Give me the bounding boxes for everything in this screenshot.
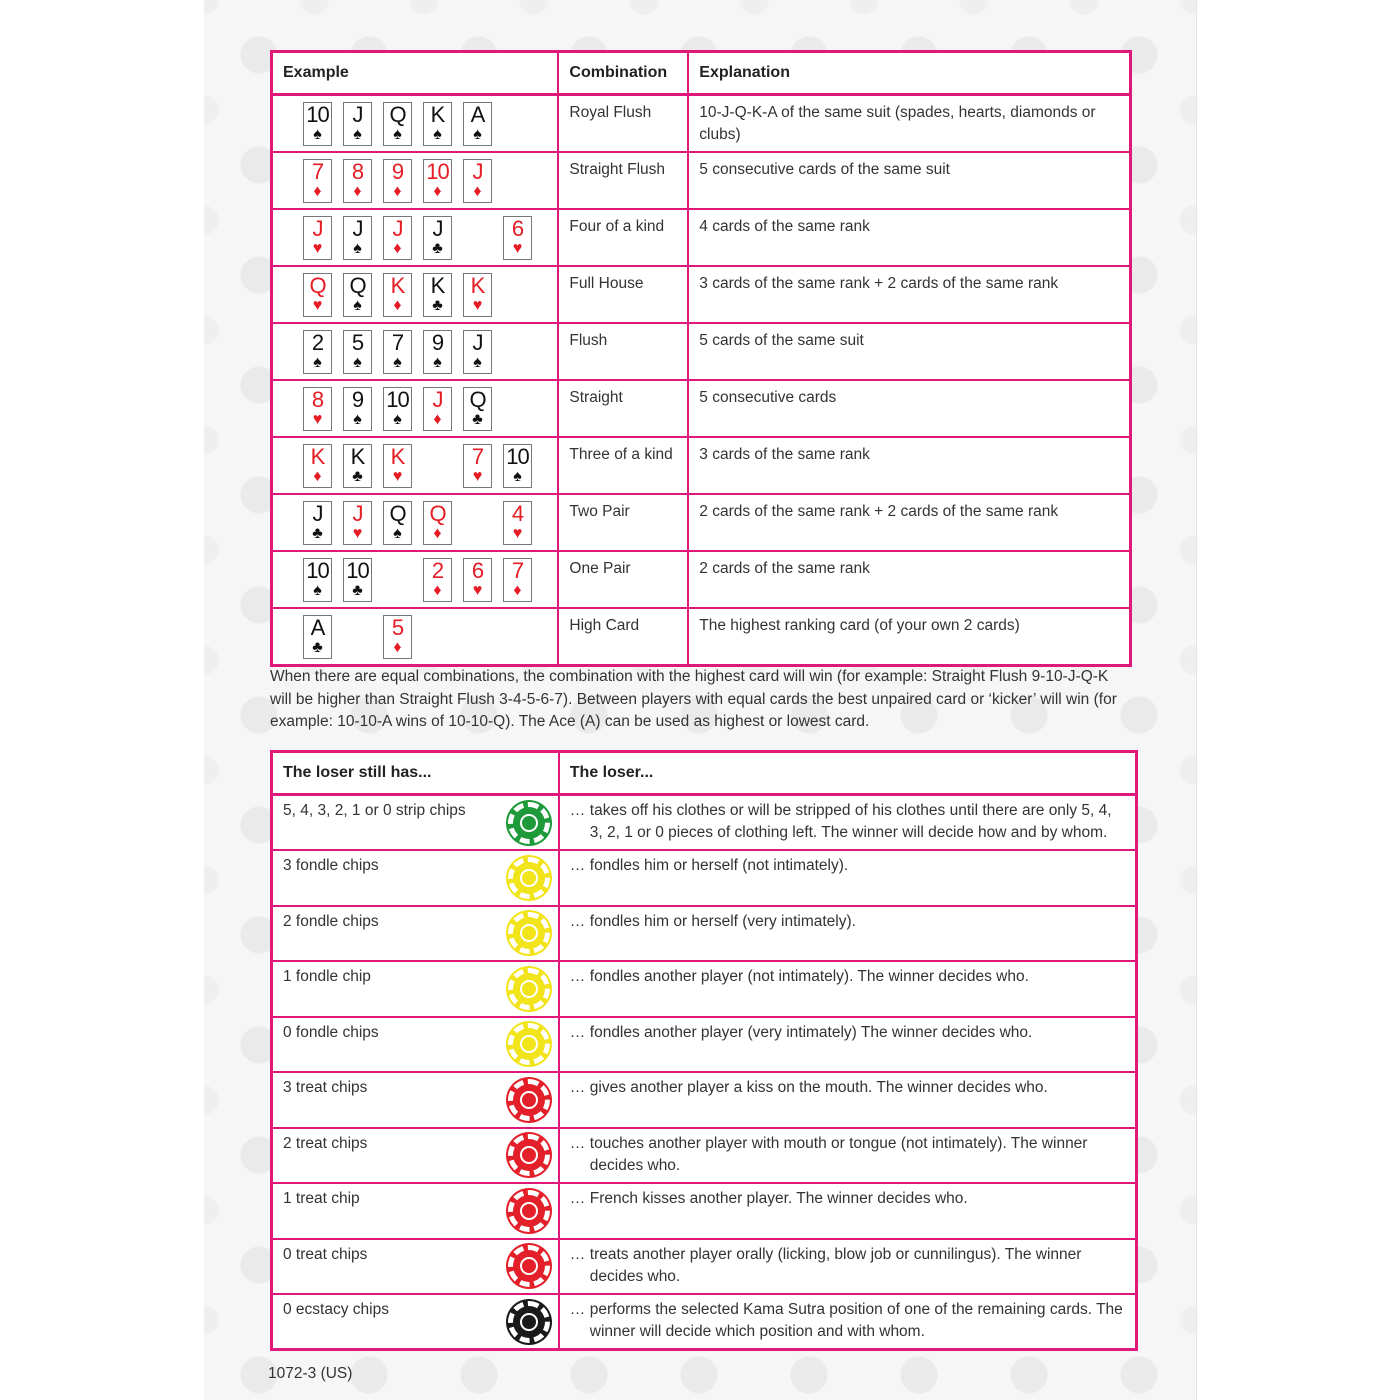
card-suit-icon: ♥ xyxy=(472,468,483,485)
card-rank: J xyxy=(432,387,443,412)
hand-row xyxy=(272,551,1131,608)
ellipsis: … xyxy=(569,1134,586,1152)
card-suit-icon: ♦ xyxy=(393,639,402,656)
playing-card xyxy=(383,102,412,146)
card-group xyxy=(273,438,557,493)
card-suit-icon: ♥ xyxy=(312,240,323,257)
yellow-chip-icon xyxy=(508,968,550,1010)
card-rank: 8 xyxy=(351,159,364,184)
card-suit-icon: ♠ xyxy=(353,411,362,428)
hand-example-cell xyxy=(272,494,559,551)
ellipsis: … xyxy=(569,802,586,819)
card-suit-icon: ♦ xyxy=(313,183,322,200)
hand-explanation: 5 cards of the same suit xyxy=(688,323,1130,380)
card-rank: K xyxy=(430,102,445,127)
poker-hands-table xyxy=(270,50,1132,667)
hand-row xyxy=(272,323,1131,380)
ellipsis: … xyxy=(569,857,586,874)
chip-count-label: 1 fondle chip xyxy=(283,968,371,985)
card-suit-icon: ♦ xyxy=(393,240,402,257)
card-rank: 10 xyxy=(346,558,369,583)
playing-card xyxy=(383,330,412,374)
card-group xyxy=(273,381,557,436)
loser-chips-table xyxy=(270,750,1138,1351)
hand-example-cell xyxy=(272,209,559,266)
playing-card xyxy=(303,615,332,659)
card-group xyxy=(273,609,557,664)
chip-row xyxy=(272,961,1137,1017)
loser-action-cell xyxy=(559,1017,1137,1073)
card-rank: 5 xyxy=(351,330,364,355)
card-suit-icon: ♠ xyxy=(313,354,322,371)
card-suit-icon: ♦ xyxy=(473,183,482,200)
card-suit-icon: ♠ xyxy=(353,126,362,143)
card-group xyxy=(273,153,557,208)
hand-combination: Straight Flush xyxy=(558,152,688,209)
playing-card xyxy=(383,387,412,431)
card-rank: 6 xyxy=(471,558,484,583)
card-suit-icon: ♣ xyxy=(472,411,483,428)
loser-action-cell xyxy=(559,795,1137,851)
card-rank: Q xyxy=(349,273,366,298)
hand-explanation: 2 cards of the same rank + 2 cards of the same rank xyxy=(688,494,1130,551)
hand-explanation: 3 cards of the same rank xyxy=(688,437,1130,494)
card-suit-icon: ♦ xyxy=(433,411,442,428)
loser-has-cell xyxy=(272,1183,559,1239)
red-chip-icon xyxy=(508,1079,550,1121)
loser-has-cell xyxy=(272,1294,559,1350)
loser-action-text: fondles him or herself (not intimately). xyxy=(589,857,849,874)
playing-card xyxy=(343,330,372,374)
card-suit-icon: ♦ xyxy=(393,183,402,200)
playing-card xyxy=(423,273,452,317)
playing-card xyxy=(303,330,332,374)
card-rank: 5 xyxy=(391,615,404,640)
loser-action-text: fondles another player (very intimately) The winner decides who. xyxy=(589,1023,1033,1041)
hand-explanation: 5 consecutive cards of the same suit xyxy=(688,152,1130,209)
hand-combination: One Pair xyxy=(558,551,688,608)
chip-row xyxy=(272,795,1137,851)
hand-example-cell xyxy=(272,152,559,209)
card-suit-icon: ♠ xyxy=(393,411,402,428)
loser-action-text: takes off his clothes or will be stripped of his clothes until there are only 5, 4, 3, 2, 1 or 0 pieces of clothing left. The winner will decide how and by whom. xyxy=(589,802,1112,841)
loser-has-cell xyxy=(272,1072,559,1128)
playing-card xyxy=(303,501,332,545)
ellipsis: … xyxy=(569,968,586,985)
loser-action-cell xyxy=(559,1128,1137,1184)
hand-row xyxy=(272,608,1131,666)
chip-count-label: 3 treat chips xyxy=(283,1079,368,1096)
card-rank: K xyxy=(470,273,485,298)
card-suit-icon: ♣ xyxy=(352,468,363,485)
card-rank: 2 xyxy=(431,558,444,583)
ellipsis: … xyxy=(569,1023,586,1041)
red-chip-icon xyxy=(508,1245,550,1287)
card-suit-icon: ♠ xyxy=(473,126,482,143)
hand-example-cell xyxy=(272,323,559,380)
hand-combination: High Card xyxy=(558,608,688,666)
loser-action-cell xyxy=(559,1294,1137,1350)
chip-row xyxy=(272,1294,1137,1350)
header-explanation: Explanation xyxy=(688,52,1130,95)
playing-card xyxy=(303,159,332,203)
card-suit-icon: ♥ xyxy=(512,525,523,542)
header-example: Example xyxy=(272,52,559,95)
card-suit-icon: ♦ xyxy=(353,183,362,200)
chip-row xyxy=(272,1239,1137,1295)
card-rank: K xyxy=(390,273,405,298)
tie-break-note: When there are equal combinations, the combination with the highest card will win (for example: Straight Flush 9-10-J-Q-K will be higher than Straight Flush 3-4-5-6-7). Between players with equal cards the best unpaired card or ‘kicker’ will win (for example: 10-10-A wins of 10-10-Q). The Ace (A) can be used as highest or lowest card. xyxy=(270,668,1117,730)
playing-card xyxy=(423,387,452,431)
playing-card xyxy=(383,216,412,260)
playing-card xyxy=(463,273,492,317)
card-rank: 4 xyxy=(511,501,524,526)
card-group xyxy=(273,96,557,151)
card-group xyxy=(273,552,557,607)
loser-has-cell xyxy=(272,906,559,962)
loser-action-text: gives another player a kiss on the mouth. The winner decides who. xyxy=(589,1079,1048,1096)
card-rank: A xyxy=(310,615,325,640)
playing-card xyxy=(423,102,452,146)
card-suit-icon: ♥ xyxy=(312,411,323,428)
card-rank: Q xyxy=(469,387,486,412)
playing-card xyxy=(383,501,412,545)
playing-card xyxy=(343,558,372,602)
card-rank: 10 xyxy=(306,102,329,127)
card-rank: J xyxy=(312,501,323,526)
playing-card xyxy=(343,501,372,545)
card-rank: Q xyxy=(429,501,446,526)
card-rank: 7 xyxy=(511,558,524,583)
card-rank: 9 xyxy=(391,159,404,184)
green-chip-icon xyxy=(508,802,550,844)
loser-has-cell xyxy=(272,1017,559,1073)
loser-has-cell xyxy=(272,1128,559,1184)
card-group xyxy=(273,324,557,379)
playing-card xyxy=(423,558,452,602)
chip-count-label: 2 fondle chips xyxy=(283,912,379,930)
chip-count-label: 0 fondle chips xyxy=(283,1023,379,1041)
playing-card xyxy=(303,558,332,602)
loser-action-text: performs the selected Kama Sutra position of one of the remaining cards. The winner will decide which position and with whom. xyxy=(589,1301,1123,1340)
card-suit-icon: ♥ xyxy=(352,525,363,542)
loser-action-cell xyxy=(559,906,1137,962)
hand-row xyxy=(272,380,1131,437)
product-code: 1072-3 (US) xyxy=(268,1365,353,1382)
card-suit-icon: ♥ xyxy=(472,297,483,314)
playing-card xyxy=(303,444,332,488)
loser-action-cell xyxy=(559,961,1137,1017)
playing-card xyxy=(303,216,332,260)
card-suit-icon: ♠ xyxy=(353,240,362,257)
hand-combination: Royal Flush xyxy=(558,95,688,153)
playing-card xyxy=(503,558,532,602)
hand-example-cell xyxy=(272,608,559,666)
card-rank: Q xyxy=(389,102,406,127)
card-rank: J xyxy=(432,216,443,241)
loser-has-cell xyxy=(272,850,559,906)
playing-card xyxy=(423,159,452,203)
yellow-chip-icon xyxy=(508,1023,550,1065)
playing-card xyxy=(383,159,412,203)
card-group xyxy=(273,210,557,265)
card-group xyxy=(273,495,557,550)
hands-header-row xyxy=(272,52,1131,95)
hand-row xyxy=(272,95,1131,153)
card-rank: J xyxy=(392,216,403,241)
playing-card xyxy=(303,273,332,317)
card-rank: Q xyxy=(309,273,326,298)
chip-row xyxy=(272,1072,1137,1128)
chip-row xyxy=(272,906,1137,962)
playing-card xyxy=(503,501,532,545)
hand-example-cell xyxy=(272,437,559,494)
card-suit-icon: ♣ xyxy=(352,582,363,599)
playing-card xyxy=(343,102,372,146)
hand-explanation: 5 consecutive cards xyxy=(688,380,1130,437)
playing-card xyxy=(503,444,532,488)
card-suit-icon: ♠ xyxy=(433,126,442,143)
playing-card xyxy=(343,216,372,260)
loser-action-text: fondles him or herself (very intimately). xyxy=(589,912,856,930)
card-rank: A xyxy=(470,102,485,127)
playing-card xyxy=(303,387,332,431)
card-group xyxy=(273,267,557,322)
card-rank: K xyxy=(390,444,405,469)
loser-action-cell xyxy=(559,1239,1137,1295)
card-rank: K xyxy=(310,444,325,469)
playing-card xyxy=(463,330,492,374)
playing-card xyxy=(343,387,372,431)
playing-card xyxy=(383,444,412,488)
ellipsis: … xyxy=(569,1245,586,1263)
card-rank: 7 xyxy=(311,159,324,184)
card-rank: 7 xyxy=(471,444,484,469)
card-rank: J xyxy=(312,216,323,241)
card-rank: 9 xyxy=(351,387,364,412)
loser-action-text: French kisses another player. The winner decides who. xyxy=(589,1190,968,1207)
hand-row xyxy=(272,209,1131,266)
card-suit-icon: ♥ xyxy=(472,582,483,599)
playing-card xyxy=(423,501,452,545)
hand-explanation: 3 cards of the same rank + 2 cards of the same rank xyxy=(688,266,1130,323)
card-rank: J xyxy=(352,501,363,526)
card-rank: 10 xyxy=(386,387,409,412)
card-rank: K xyxy=(430,273,445,298)
hand-example-cell xyxy=(272,266,559,323)
chip-count-label: 0 treat chips xyxy=(283,1245,368,1263)
card-suit-icon: ♠ xyxy=(353,354,362,371)
chip-row xyxy=(272,850,1137,906)
card-suit-icon: ♥ xyxy=(312,297,323,314)
card-suit-icon: ♠ xyxy=(433,354,442,371)
card-rank: Q xyxy=(389,501,406,526)
hand-combination: Two Pair xyxy=(558,494,688,551)
header-loser-still-has: The loser still has... xyxy=(272,752,559,795)
card-suit-icon: ♣ xyxy=(432,240,443,257)
yellow-chip-icon xyxy=(508,857,550,899)
hand-example-cell xyxy=(272,380,559,437)
ellipsis: … xyxy=(569,1301,586,1318)
chip-count-label: 0 ecstacy chips xyxy=(283,1301,389,1318)
loser-has-cell xyxy=(272,795,559,851)
playing-card xyxy=(463,102,492,146)
hand-combination: Three of a kind xyxy=(558,437,688,494)
hand-explanation: 10-J-Q-K-A of the same suit (spades, hearts, diamonds or clubs) xyxy=(688,95,1130,153)
playing-card xyxy=(383,615,412,659)
playing-card xyxy=(343,273,372,317)
card-rank: J xyxy=(352,216,363,241)
hand-explanation: The highest ranking card (of your own 2 cards) xyxy=(688,608,1130,666)
playing-card xyxy=(383,273,412,317)
hand-row xyxy=(272,494,1131,551)
card-suit-icon: ♥ xyxy=(392,468,403,485)
playing-card xyxy=(343,159,372,203)
chip-row xyxy=(272,1183,1137,1239)
playing-card xyxy=(463,159,492,203)
card-suit-icon: ♣ xyxy=(312,639,323,656)
card-suit-icon: ♦ xyxy=(433,525,442,542)
card-suit-icon: ♠ xyxy=(353,297,362,314)
loser-action-text: treats another player orally (licking, blow job or cunnilingus). The winner decides who. xyxy=(589,1245,1082,1285)
card-rank: J xyxy=(352,102,363,127)
card-suit-icon: ♣ xyxy=(312,525,323,542)
hand-row xyxy=(272,437,1131,494)
hand-row xyxy=(272,152,1131,209)
card-rank: 10 xyxy=(506,444,529,469)
loser-action-cell xyxy=(559,850,1137,906)
card-suit-icon: ♠ xyxy=(393,354,402,371)
card-suit-icon: ♠ xyxy=(513,468,522,485)
yellow-chip-icon xyxy=(508,912,550,954)
hand-example-cell xyxy=(272,551,559,608)
playing-card xyxy=(423,330,452,374)
red-chip-icon xyxy=(508,1134,550,1176)
card-rank: 2 xyxy=(311,330,324,355)
ellipsis: … xyxy=(569,1190,586,1207)
card-suit-icon: ♠ xyxy=(313,582,322,599)
playing-card xyxy=(463,387,492,431)
card-suit-icon: ♦ xyxy=(393,297,402,314)
card-suit-icon: ♠ xyxy=(393,525,402,542)
card-rank: K xyxy=(350,444,365,469)
card-suit-icon: ♦ xyxy=(513,582,522,599)
loser-action-cell xyxy=(559,1183,1137,1239)
chip-count-label: 5, 4, 3, 2, 1 or 0 strip chips xyxy=(283,802,466,819)
chip-count-label: 2 treat chips xyxy=(283,1134,368,1152)
ellipsis: … xyxy=(569,912,586,930)
hand-row xyxy=(272,266,1131,323)
playing-card xyxy=(343,444,372,488)
chip-row xyxy=(272,1128,1137,1184)
card-rank: J xyxy=(472,159,483,184)
card-suit-icon: ♠ xyxy=(393,126,402,143)
loser-action-text: touches another player with mouth or tongue (not intimately). The winner decides who. xyxy=(589,1134,1088,1174)
playing-card xyxy=(463,444,492,488)
card-rank: 9 xyxy=(431,330,444,355)
card-rank: 10 xyxy=(306,558,329,583)
header-the-loser: The loser... xyxy=(559,752,1137,795)
hand-explanation: 2 cards of the same rank xyxy=(688,551,1130,608)
card-suit-icon: ♥ xyxy=(512,240,523,257)
red-chip-icon xyxy=(508,1190,550,1232)
card-rank: 10 xyxy=(426,159,449,184)
card-rank: 7 xyxy=(391,330,404,355)
hand-explanation: 4 cards of the same rank xyxy=(688,209,1130,266)
card-suit-icon: ♦ xyxy=(433,582,442,599)
playing-card xyxy=(423,216,452,260)
loser-action-text: fondles another player (not intimately). The winner decides who. xyxy=(589,968,1029,985)
chip-count-label: 3 fondle chips xyxy=(283,857,379,874)
card-suit-icon: ♠ xyxy=(473,354,482,371)
loser-has-cell xyxy=(272,961,559,1017)
loser-action-cell xyxy=(559,1072,1137,1128)
card-suit-icon: ♦ xyxy=(433,183,442,200)
card-suit-icon: ♦ xyxy=(313,468,322,485)
card-rank: 6 xyxy=(511,216,524,241)
playing-card xyxy=(503,216,532,260)
hand-combination: Straight xyxy=(558,380,688,437)
hand-combination: Flush xyxy=(558,323,688,380)
loser-has-cell xyxy=(272,1239,559,1295)
black-chip-icon xyxy=(508,1301,550,1343)
card-suit-icon: ♠ xyxy=(313,126,322,143)
chip-row xyxy=(272,1017,1137,1073)
ellipsis: … xyxy=(569,1079,586,1096)
playing-card xyxy=(463,558,492,602)
chips-header-row xyxy=(272,752,1137,795)
page-edge xyxy=(1196,0,1197,1400)
playing-card xyxy=(303,102,332,146)
card-suit-icon: ♣ xyxy=(432,297,443,314)
header-combination: Combination xyxy=(558,52,688,95)
chip-count-label: 1 treat chip xyxy=(283,1190,360,1207)
card-rank: J xyxy=(472,330,483,355)
hand-combination: Four of a kind xyxy=(558,209,688,266)
hand-combination: Full House xyxy=(558,266,688,323)
card-rank: 8 xyxy=(311,387,324,412)
hand-example-cell xyxy=(272,95,559,153)
